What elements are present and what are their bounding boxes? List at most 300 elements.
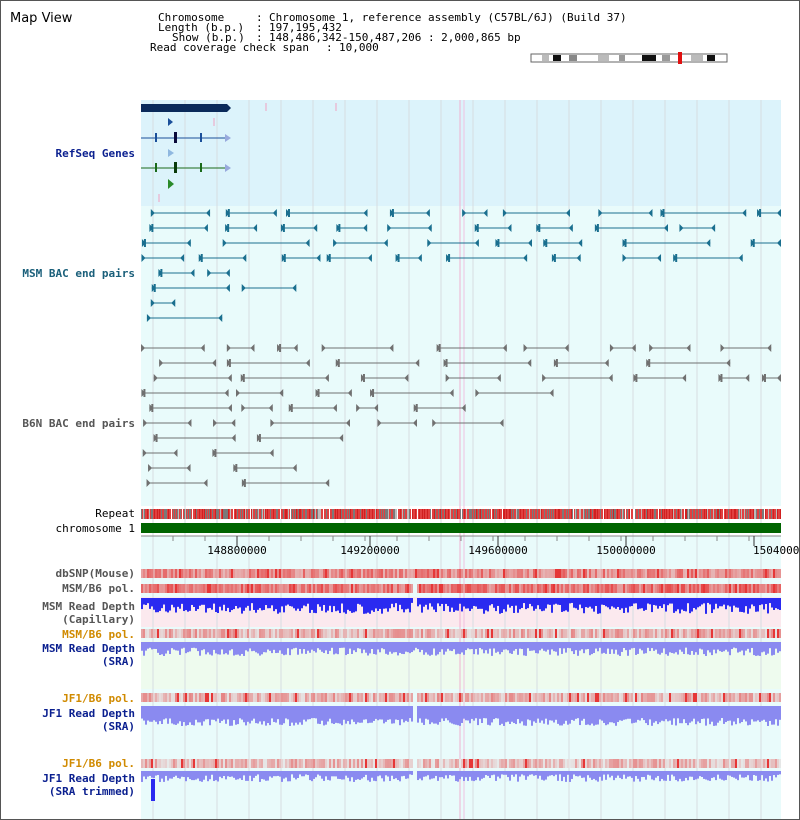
depth-bar	[153, 771, 155, 778]
track-label-jf1-pol-trimmed[interactable]: JF1/B6 pol.	[62, 757, 135, 770]
depth-bar	[245, 771, 247, 781]
heat-cell	[367, 629, 369, 638]
depth-bar	[407, 598, 409, 609]
heat-cell	[331, 629, 333, 638]
heat-cell	[533, 629, 535, 638]
heat-cell	[229, 693, 231, 702]
heat-cell	[231, 569, 233, 578]
heat-cell	[779, 759, 781, 768]
repeat-block	[776, 509, 777, 519]
heat-cell	[443, 569, 445, 578]
repeat-block	[177, 509, 178, 519]
heat-cell	[439, 759, 441, 768]
heat-cell	[299, 759, 301, 768]
depth-bar	[259, 771, 261, 782]
heat-cell	[277, 629, 279, 638]
heat-cell	[147, 584, 149, 593]
depth-bar	[485, 598, 487, 610]
heat-cell	[357, 759, 359, 768]
heat-cell	[493, 569, 495, 578]
heat-cell	[535, 569, 537, 578]
depth-bar	[723, 598, 725, 605]
depth-bar	[493, 598, 495, 608]
repeat-block	[734, 509, 735, 519]
heat-cell	[517, 693, 519, 702]
depth-bar	[661, 706, 663, 721]
depth-bar	[229, 598, 231, 612]
depth-bar	[351, 706, 353, 719]
heat-cell	[309, 569, 311, 578]
repeat-block	[457, 509, 458, 519]
depth-bar	[303, 706, 305, 720]
repeat-block	[622, 509, 623, 519]
depth-bar	[183, 706, 185, 722]
depth-bar	[257, 598, 259, 610]
heat-cell	[605, 584, 607, 593]
heat-cell	[493, 759, 495, 768]
heat-cell	[711, 693, 713, 702]
heat-cell	[597, 759, 599, 768]
heat-cell	[371, 569, 373, 578]
heat-cell	[361, 759, 363, 768]
heat-cell	[629, 759, 631, 768]
depth-bar	[425, 706, 427, 719]
ideogram-current-region	[678, 52, 682, 64]
depth-bar	[475, 771, 477, 780]
heat-cell	[271, 693, 273, 702]
depth-bar	[703, 598, 705, 603]
depth-bar	[483, 771, 485, 778]
track-label-msm-depth-capillary[interactable]: MSM Read Depth	[42, 600, 135, 613]
heat-cell	[683, 584, 685, 593]
dbsnp-heat-strip[interactable]	[141, 569, 781, 578]
heat-cell	[313, 693, 315, 702]
depth-bar	[389, 771, 391, 781]
track-label-msm-bac[interactable]: MSM BAC end pairs	[22, 267, 135, 280]
heat-cell	[619, 759, 621, 768]
depth-bar	[697, 598, 699, 607]
heat-cell	[193, 584, 195, 593]
depth-bar	[535, 706, 537, 723]
heat-cell	[675, 584, 677, 593]
heat-cell	[655, 584, 657, 593]
depth-bar	[497, 706, 499, 719]
heat-cell	[569, 584, 571, 593]
heat-cell	[165, 584, 167, 593]
heat-cell	[657, 569, 659, 578]
depth-bar	[235, 642, 237, 655]
msm-sra-depth-plot[interactable]	[141, 642, 781, 656]
depth-bar	[209, 771, 211, 779]
track-label-jf1-pol[interactable]: JF1/B6 pol.	[62, 692, 135, 705]
heat-cell	[411, 759, 413, 768]
heat-cell	[447, 693, 449, 702]
heat-cell	[683, 629, 685, 638]
depth-bar	[535, 642, 537, 653]
depth-bar	[411, 706, 413, 722]
heat-cell	[383, 693, 385, 702]
heat-cell	[497, 569, 499, 578]
depth-bar	[749, 642, 751, 652]
heat-cell	[689, 629, 691, 638]
heat-cell	[559, 759, 561, 768]
depth-bar	[193, 642, 195, 648]
heat-cell	[547, 629, 549, 638]
heat-cell	[601, 759, 603, 768]
heat-cell	[549, 629, 551, 638]
heat-cell	[365, 629, 367, 638]
depth-bar	[519, 706, 521, 723]
heat-cell	[773, 569, 775, 578]
depth-bar	[767, 706, 769, 726]
depth-bar	[583, 598, 585, 613]
heat-cell	[525, 693, 527, 702]
repeat-block	[553, 509, 554, 519]
track-label-chromosome[interactable]: chromosome 1	[55, 522, 135, 535]
heat-cell	[393, 569, 395, 578]
repeat-block	[614, 509, 615, 519]
heat-cell	[281, 569, 283, 578]
depth-bar	[765, 642, 767, 655]
depth-bar	[693, 706, 695, 719]
heat-cell	[593, 569, 595, 578]
depth-bar	[357, 598, 359, 604]
depth-bar	[359, 771, 361, 780]
repeat-block	[586, 509, 587, 519]
depth-bar	[341, 642, 343, 648]
heat-cell	[483, 759, 485, 768]
depth-bar	[765, 598, 767, 604]
heat-cell	[557, 569, 559, 578]
depth-bar	[141, 642, 143, 651]
depth-bar	[523, 771, 525, 775]
depth-bar	[369, 598, 371, 614]
heat-cell	[209, 584, 211, 593]
depth-bar	[303, 642, 305, 649]
heat-cell	[731, 569, 733, 578]
track-label-msm-depth-sra[interactable]: MSM Read Depth	[42, 642, 135, 655]
track-label-dbsnp[interactable]: dbSNP(Mouse)	[55, 567, 135, 580]
heat-cell	[161, 629, 163, 638]
heat-cell	[187, 693, 189, 702]
heat-cell	[429, 584, 431, 593]
depth-bar	[747, 598, 749, 614]
bac-end	[538, 224, 540, 232]
depth-bar	[155, 642, 157, 649]
heat-cell	[501, 759, 503, 768]
depth-bar	[431, 706, 433, 722]
heat-cell	[491, 569, 493, 578]
heat-cell	[773, 759, 775, 768]
depth-bar	[241, 771, 243, 780]
depth-bar	[479, 706, 481, 719]
repeat-block	[617, 509, 618, 519]
repeat-block	[573, 509, 574, 519]
depth-bar	[273, 771, 275, 776]
heat-cell	[369, 629, 371, 638]
depth-bar	[609, 642, 611, 654]
depth-bar	[455, 598, 457, 610]
heat-cell	[195, 584, 197, 593]
heat-cell	[481, 693, 483, 702]
depth-bar	[221, 706, 223, 721]
heat-cell	[647, 584, 649, 593]
depth-bar	[143, 771, 145, 776]
depth-bar	[269, 598, 271, 608]
heat-cell	[583, 584, 585, 593]
heat-cell	[449, 629, 451, 638]
depth-bar	[179, 706, 181, 721]
heat-cell	[253, 629, 255, 638]
heat-cell	[461, 693, 463, 702]
heat-cell	[387, 759, 389, 768]
depth-bar	[309, 598, 311, 613]
repeat-block	[444, 509, 445, 519]
heat-cell	[163, 759, 165, 768]
track-label-msm-pol-sra[interactable]: MSM/B6 pol.	[62, 628, 135, 641]
heat-cell	[367, 693, 369, 702]
depth-bar	[421, 642, 423, 650]
depth-bar	[557, 706, 559, 724]
bac-end	[753, 239, 755, 247]
depth-bar	[771, 771, 773, 781]
depth-bar	[537, 642, 539, 653]
jf1-pol-heat-strip-trimmed[interactable]	[141, 759, 781, 768]
repeat-block	[650, 509, 651, 519]
heat-cell	[565, 759, 567, 768]
repeat-block	[185, 509, 186, 519]
depth-bar	[409, 598, 411, 612]
heat-cell	[753, 759, 755, 768]
heat-cell	[261, 693, 263, 702]
heat-cell	[381, 693, 383, 702]
depth-bar	[263, 642, 265, 652]
heat-cell	[733, 759, 735, 768]
depth-bar	[251, 642, 253, 651]
heat-cell	[625, 693, 627, 702]
depth-bar	[617, 598, 619, 607]
heat-cell	[759, 629, 761, 638]
heat-cell	[231, 693, 233, 702]
heat-cell	[479, 759, 481, 768]
depth-bar	[397, 771, 399, 780]
heat-cell	[229, 759, 231, 768]
depth-bar	[703, 706, 705, 719]
depth-bar	[727, 706, 729, 721]
heat-cell	[743, 569, 745, 578]
depth-bar	[221, 642, 223, 649]
heat-cell	[421, 759, 423, 768]
depth-bar	[565, 598, 567, 610]
depth-bar	[155, 771, 157, 776]
depth-bar	[603, 642, 605, 653]
heat-cell	[349, 569, 351, 578]
info-coverage-value: 10,000	[339, 41, 379, 54]
depth-bar	[189, 642, 191, 651]
heat-cell	[523, 759, 525, 768]
heat-cell	[581, 693, 583, 702]
repeat-block	[435, 509, 436, 519]
heat-cell	[657, 629, 659, 638]
heat-cell	[419, 759, 421, 768]
heat-cell	[553, 759, 555, 768]
msm-pol-heat-strip[interactable]	[141, 584, 781, 593]
heat-cell	[751, 629, 753, 638]
depth-bar	[567, 642, 569, 648]
heat-cell	[489, 629, 491, 638]
track-label-msm-pol[interactable]: MSM/B6 pol.	[62, 582, 135, 595]
depth-bar	[753, 598, 755, 606]
heat-cell	[463, 584, 465, 593]
depth-bar	[615, 598, 617, 609]
repeat-block	[247, 509, 248, 519]
depth-bar	[731, 706, 733, 725]
axis-tick-label: 149200000	[340, 544, 400, 557]
heat-cell	[489, 584, 491, 593]
repeat-track[interactable]	[141, 509, 781, 519]
heat-cell	[771, 629, 773, 638]
heat-cell	[747, 569, 749, 578]
depth-bar	[429, 706, 431, 724]
depth-bar	[699, 598, 701, 606]
depth-bar	[275, 642, 277, 653]
heat-cell	[339, 693, 341, 702]
gene-feature[interactable]	[141, 104, 227, 112]
track-label-jf1-depth-sra[interactable]: JF1 Read Depth	[42, 707, 135, 720]
heat-cell	[705, 584, 707, 593]
depth-bar	[457, 598, 459, 611]
heat-cell	[273, 693, 275, 702]
heat-cell	[221, 569, 223, 578]
heat-cell	[527, 629, 529, 638]
jf1-pol-heat-strip[interactable]	[141, 693, 781, 702]
depth-bar	[285, 706, 287, 718]
heat-cell	[247, 584, 249, 593]
heat-cell	[697, 584, 699, 593]
track-label-repeat[interactable]: Repeat	[95, 507, 135, 520]
depth-bar	[541, 771, 543, 780]
heat-cell	[489, 693, 491, 702]
depth-bar	[195, 598, 197, 611]
depth-bar	[505, 706, 507, 722]
heat-cell	[775, 693, 777, 702]
depth-bar	[379, 771, 381, 775]
heat-cell	[617, 759, 619, 768]
heat-cell	[267, 693, 269, 702]
depth-bar	[441, 642, 443, 649]
heat-cell	[341, 584, 343, 593]
repeat-block	[484, 509, 485, 519]
heat-cell	[459, 629, 461, 638]
depth-bar	[421, 771, 423, 780]
repeat-block	[411, 509, 412, 519]
depth-bar	[591, 598, 593, 609]
depth-bar	[387, 598, 389, 612]
depth-bar	[239, 598, 241, 607]
heat-cell	[327, 584, 329, 593]
heat-cell	[603, 629, 605, 638]
repeat-block	[771, 509, 772, 519]
depth-bar	[363, 642, 365, 650]
chromosome-bar[interactable]	[141, 523, 781, 533]
heat-cell	[693, 759, 695, 768]
heat-cell	[555, 569, 557, 578]
repeat-block	[225, 509, 226, 519]
depth-bar	[681, 598, 683, 610]
heat-cell	[435, 693, 437, 702]
depth-bar	[617, 642, 619, 655]
depth-bar	[325, 642, 327, 650]
heat-cell	[173, 759, 175, 768]
chromosome-ideogram[interactable]	[531, 52, 727, 64]
repeat-block	[302, 509, 303, 519]
heat-cell	[413, 629, 415, 638]
repeat-block	[168, 509, 169, 519]
heat-cell	[755, 584, 757, 593]
depth-bar	[405, 706, 407, 721]
heat-cell	[429, 693, 431, 702]
depth-bar	[147, 706, 149, 721]
heat-cell	[351, 569, 353, 578]
track-label-refseq[interactable]: RefSeq Genes	[55, 147, 135, 160]
depth-bar	[637, 706, 639, 720]
heat-cell	[233, 629, 235, 638]
jf1-sra-depth-plot[interactable]	[141, 706, 781, 726]
depth-bar	[683, 771, 685, 781]
depth-bar	[285, 642, 287, 655]
heat-cell	[387, 629, 389, 638]
heat-cell	[247, 629, 249, 638]
depth-bar	[603, 598, 605, 605]
heat-cell	[453, 569, 455, 578]
depth-bar	[723, 706, 725, 724]
depth-bar	[211, 598, 213, 610]
heat-cell	[513, 693, 515, 702]
depth-bar	[693, 598, 695, 608]
heat-cell	[639, 629, 641, 638]
heat-cell	[677, 569, 679, 578]
depth-bar	[643, 598, 645, 611]
heat-cell	[537, 584, 539, 593]
heat-cell	[433, 629, 435, 638]
heat-cell	[655, 569, 657, 578]
heat-cell	[213, 759, 215, 768]
track-label-jf1-depth-trimmed[interactable]: JF1 Read Depth	[42, 772, 135, 785]
depth-bar	[281, 706, 283, 725]
heat-cell	[293, 569, 295, 578]
repeat-block	[673, 509, 674, 519]
ideogram-band	[553, 55, 561, 61]
heat-cell	[691, 629, 693, 638]
msm-pol-sra-heat-strip[interactable]	[141, 629, 781, 638]
heat-cell	[329, 629, 331, 638]
heat-cell	[225, 569, 227, 578]
heat-cell	[171, 569, 173, 578]
track-label-b6n-bac[interactable]: B6N BAC end pairs	[22, 417, 135, 430]
heat-cell	[733, 584, 735, 593]
heat-cell	[445, 629, 447, 638]
depth-bar	[425, 642, 427, 652]
depth-bar	[489, 706, 491, 725]
heat-cell	[657, 693, 659, 702]
depth-bar	[457, 771, 459, 782]
heat-cell	[193, 759, 195, 768]
repeat-block	[317, 509, 318, 519]
depth-bar	[637, 598, 639, 609]
heat-cell	[259, 693, 261, 702]
depth-bar	[195, 642, 197, 648]
heat-cell	[343, 629, 345, 638]
